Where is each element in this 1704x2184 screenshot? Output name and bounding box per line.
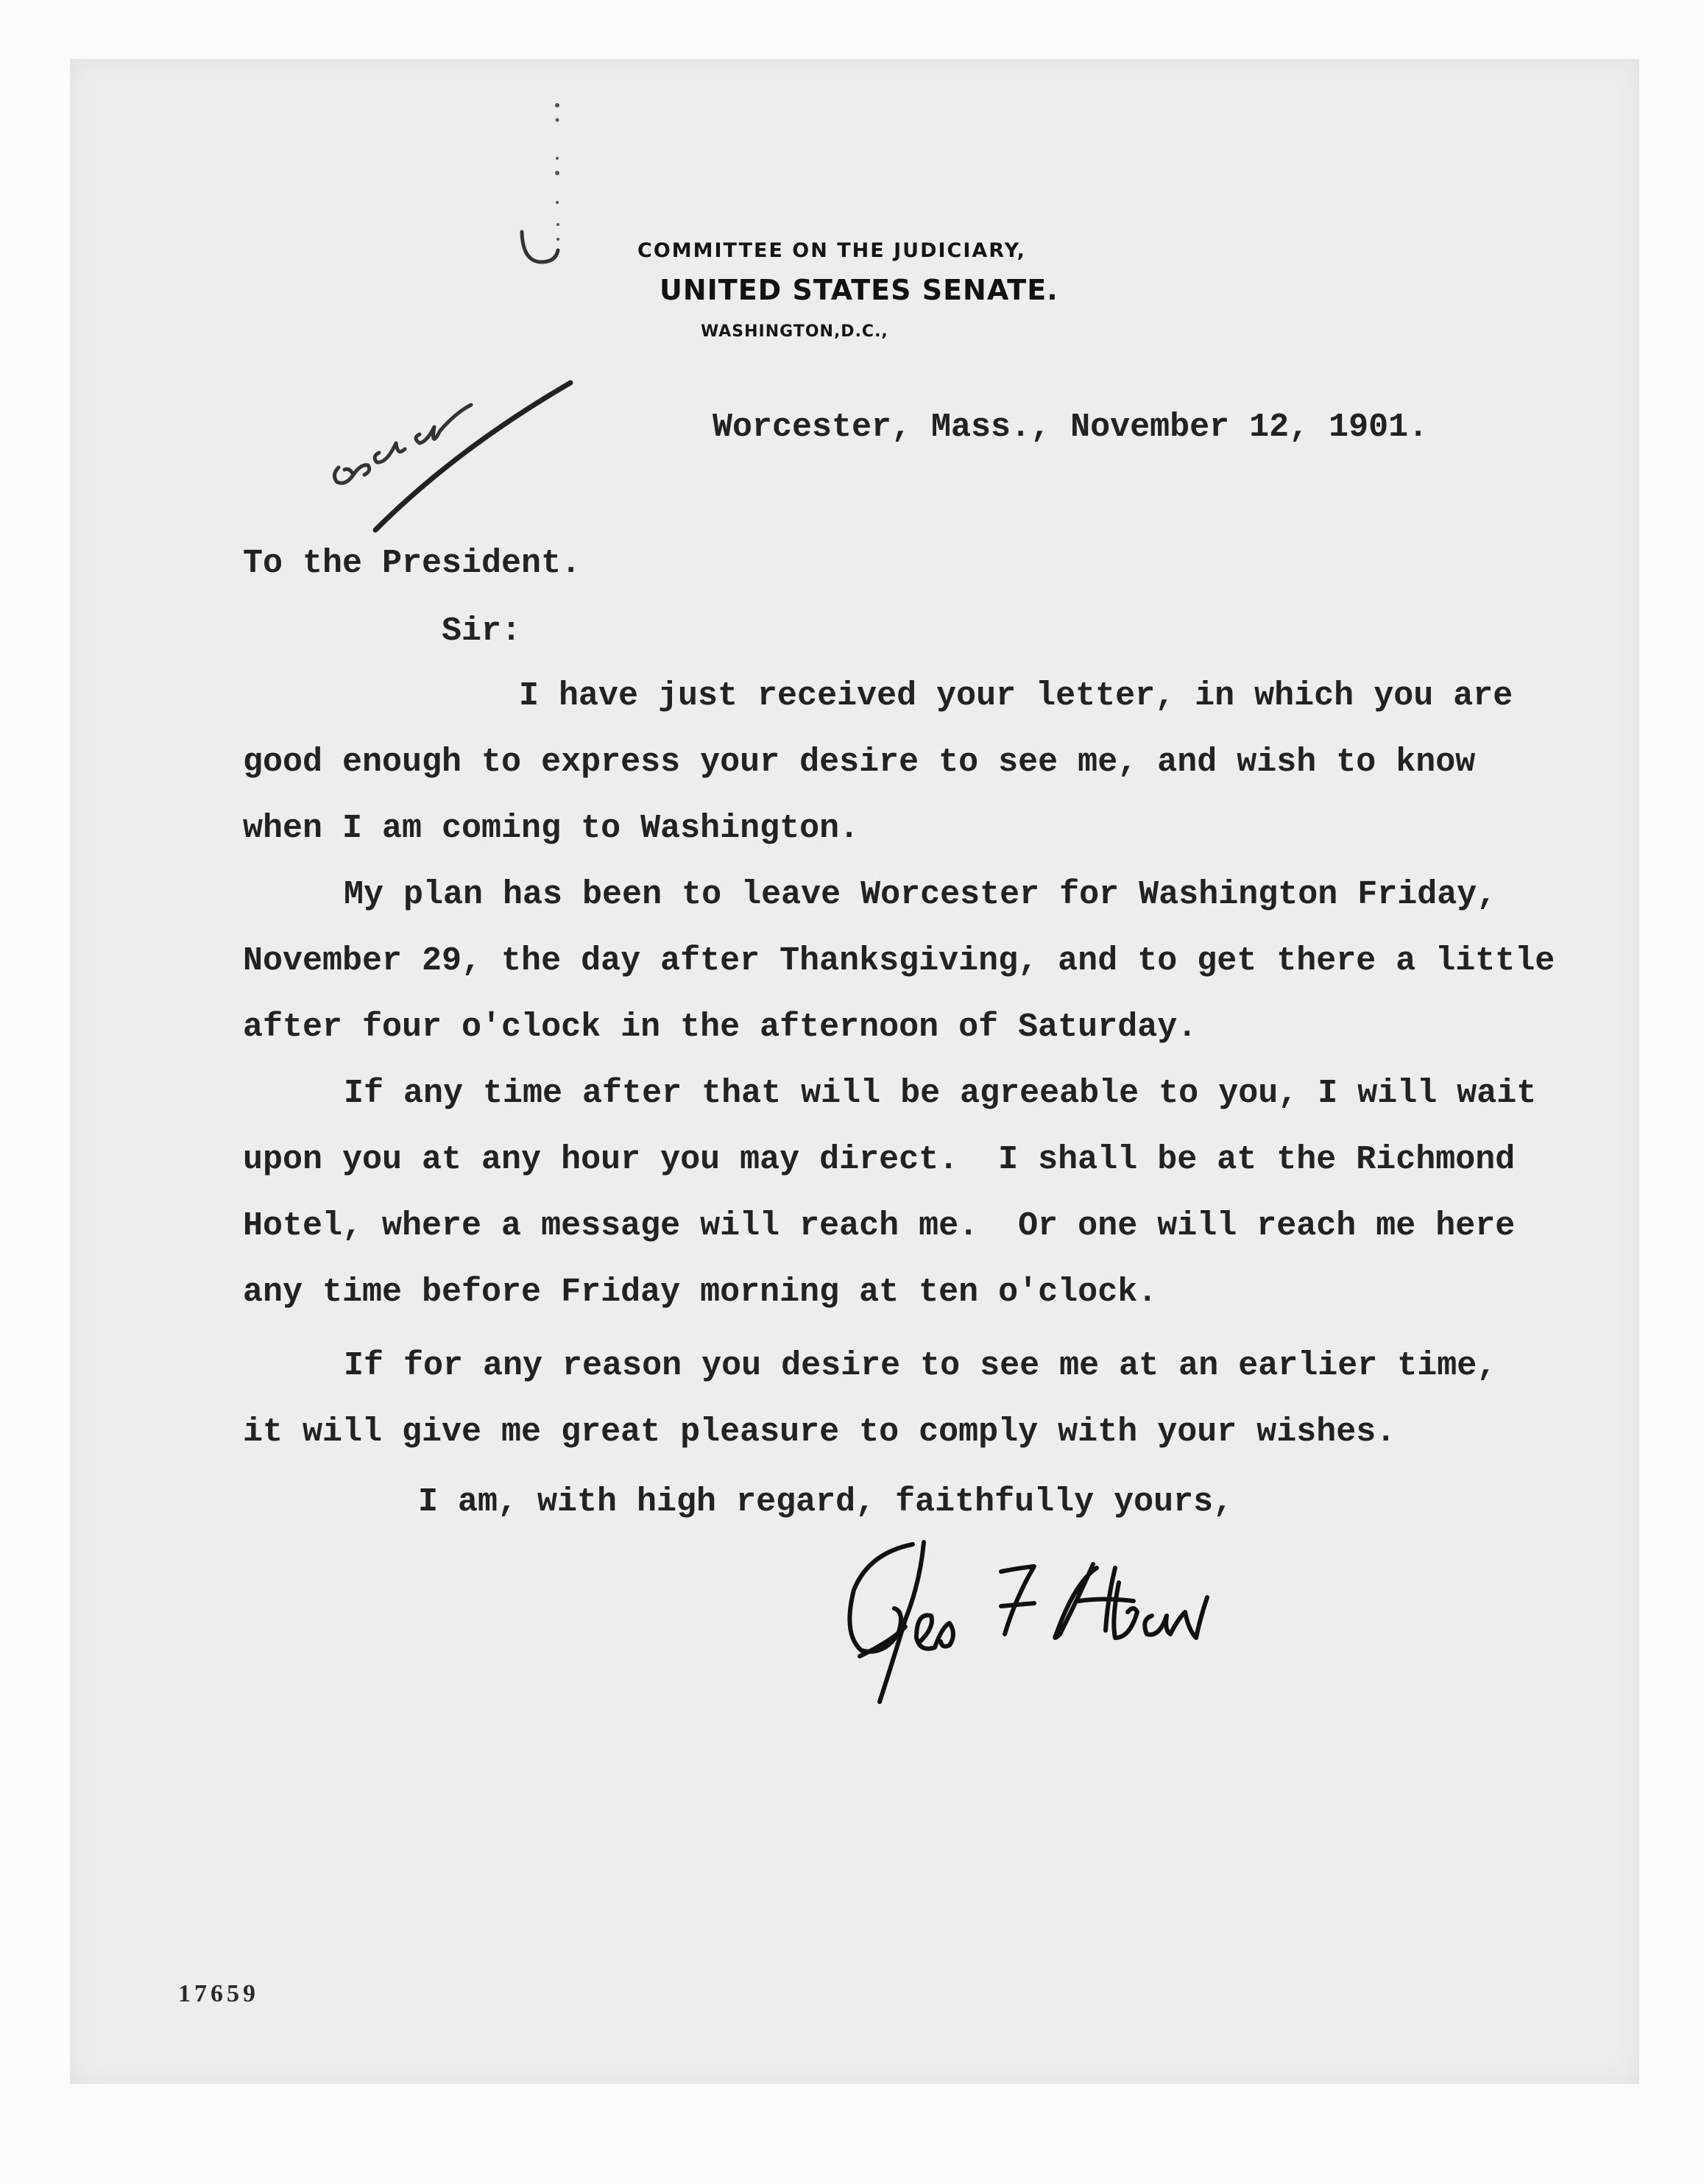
letterhead-committee: COMMITTEE ON THE JUDICIARY, — [637, 239, 1026, 262]
closing: I am, with high regard, faithfully yours, — [418, 1483, 1234, 1521]
binder-mark — [515, 96, 574, 272]
paragraph-1-line-3: when I am coming to Washington. — [243, 810, 860, 847]
paragraph-3-line-4: any time before Friday morning at ten o'clock. — [243, 1273, 1158, 1311]
dateline: Worcester, Mass., November 12, 1901. — [713, 409, 1429, 446]
paragraph-4-line-1: If for any reason you desire to see me at an earlier time, — [344, 1347, 1497, 1385]
file-number: 17659 — [178, 1980, 259, 2007]
paragraph-2-line-3: after four o'clock in the afternoon of Saturday. — [243, 1008, 1198, 1046]
handwritten-annotation-ackd — [309, 331, 589, 552]
letterhead-location: WASHINGTON,D.C., — [701, 322, 888, 341]
paragraph-2-line-1: My plan has been to leave Worcester for Washington Friday, — [344, 876, 1497, 913]
salutation: Sir: — [442, 612, 522, 650]
addressee: To the President. — [243, 545, 581, 582]
paragraph-4-line-2: it will give me great pleasure to comply with your wishes. — [243, 1413, 1396, 1451]
letter-page — [70, 59, 1639, 2084]
paragraph-3-line-1: If any time after that will be agreeable to you, I will wait — [344, 1075, 1537, 1112]
signature — [824, 1538, 1502, 1730]
letterhead-senate: UNITED STATES SENATE. — [660, 274, 1058, 306]
paragraph-3-line-2: upon you at any hour you may direct. I shall be at the Richmond — [243, 1141, 1516, 1178]
paragraph-3-line-3: Hotel, where a message will reach me. Or one will reach me here — [243, 1207, 1516, 1245]
paragraph-1-line-2: good enough to express your desire to see me, and wish to know — [243, 743, 1476, 781]
paragraph-1-line-1: I have just received your letter, in which you are — [519, 677, 1513, 715]
paragraph-2-line-2: November 29, the day after Thanksgiving, and to get there a little — [243, 942, 1555, 980]
